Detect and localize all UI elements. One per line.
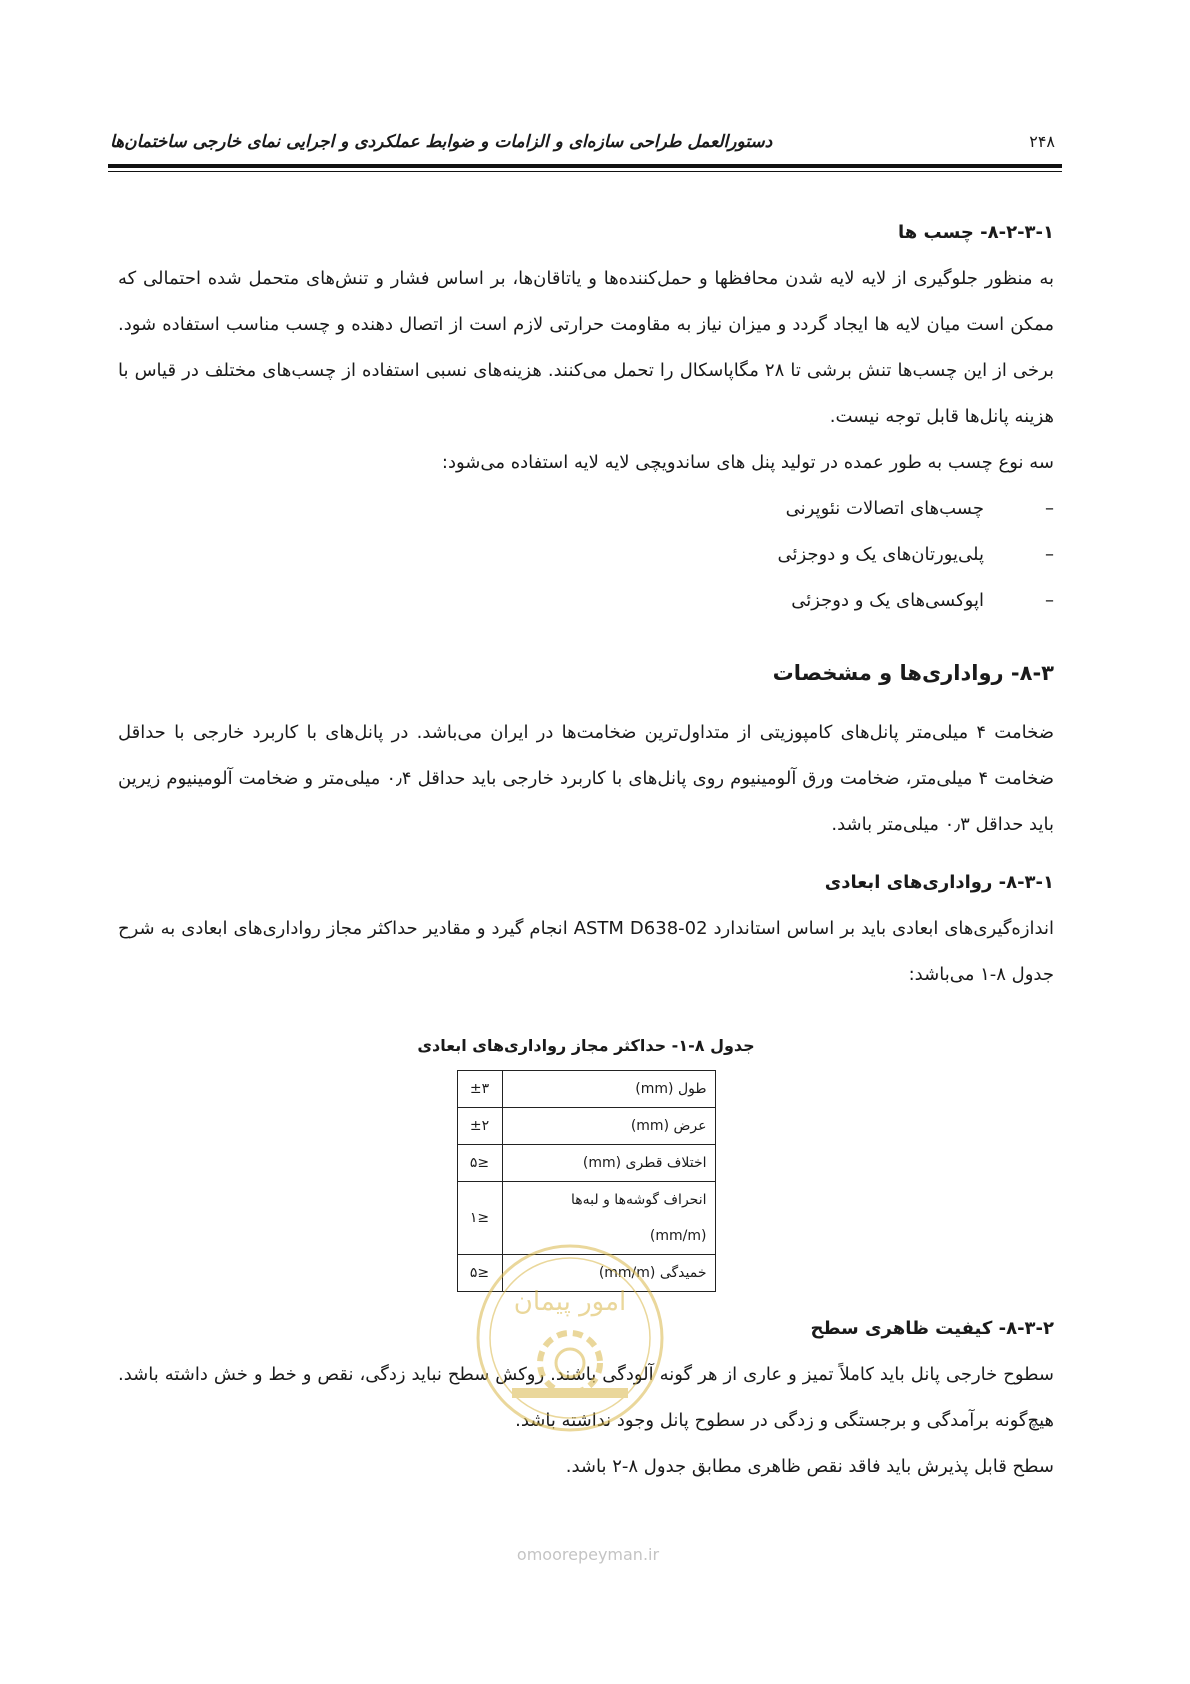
bullet-dash: – bbox=[1045, 544, 1054, 565]
list-item-text: چسب‌های اتصالات نئوپرنی bbox=[785, 498, 984, 519]
table-cell-name: اختلاف قطری (mm) bbox=[502, 1145, 715, 1182]
paragraph-dimensional: اندازه‌گیری‌های ابعادی باید بر اساس استاندارد ASTM D638-02 انجام گیرد و مقادیر حداکثر مجاز رواداری‌های ابعادی به شرح جدول ۸-۱ می‌باشد: bbox=[118, 918, 1055, 985]
table-cell-name: خمیدگی (mm/m) bbox=[502, 1255, 715, 1292]
watermark-logo-icon bbox=[470, 1238, 670, 1438]
header-rule-thin bbox=[108, 171, 1062, 172]
paragraph-adhesives-2: سه نوع چسب به طور عمده در تولید پنل های ساندویچی لایه لایه استفاده می‌شود: bbox=[441, 452, 1054, 473]
list-item-text: اپوکسی‌های یک و دوجزئی bbox=[791, 590, 984, 611]
page-number: ۲۴۸ bbox=[1029, 132, 1055, 151]
table-row bbox=[457, 1108, 715, 1145]
section-heading-dimensional: ۸-۳-۱- رواداری‌های ابعادی bbox=[824, 872, 1054, 893]
section-heading-surface: ۸-۳-۲- کیفیت ظاهری سطح bbox=[810, 1318, 1054, 1339]
section-heading-adhesives: ۸-۲-۳-۱- چسب ها bbox=[898, 222, 1054, 243]
paragraph-surface-1: سطوح خارجی پانل باید کاملاً تمیز و عاری از هر گونه آلودگی باشند. روکش سطح نباید زدگی، نقص و خط و خش داشته باشد. هیچ‌گونه برآمدگی و برجستگی و زدگی در سطوح پانل وجود نداشته باشد. bbox=[118, 1364, 1054, 1431]
section-heading-tolerances: ۸-۳- رواداری‌ها و مشخصات bbox=[772, 661, 1054, 685]
bullet-dash: – bbox=[1045, 590, 1054, 611]
table-cell-value: ±۳ bbox=[457, 1071, 502, 1108]
paragraph-surface-2: سطح قابل پذیرش باید فاقد نقص ظاهری مطابق جدول ۸-۲ باشد. bbox=[565, 1456, 1054, 1477]
table-cell-name: طول (mm) bbox=[502, 1071, 715, 1108]
paragraph-adhesives-1: به منظور جلوگیری از لایه لایه شدن محافظها و حمل‌کننده‌ها و یاتاقان‌ها، بر اساس فشار و تنش‌های متحمل شده احتمالی که ممکن است میان لایه ها ایجاد گردد و میزان نیاز به مقاومت حرارتی لازم است از اتصال دهنده و چسب مناسب استفاده شود. برخی از این چسب‌ها تنش برشی تا ۲۸ مگاپاسکال را تحمل می‌کنند. هزینه‌های نسبی استفاده از چسب‌های مختلف در قیاس با هزینه پانل‌ها قابل توجه نیست. bbox=[118, 268, 1054, 427]
running-header-title: دستورالعمل طراحی سازه‌ای و الزامات و ضوابط عملکردی و اجرایی نمای خارجی ساختمان‌ها bbox=[110, 132, 773, 152]
bullet-dash: – bbox=[1045, 498, 1054, 519]
table-caption: جدول ۸-۱- حداکثر مجاز رواداری‌های ابعادی bbox=[417, 1036, 755, 1055]
table-cell-value: ≤۵ bbox=[457, 1145, 502, 1182]
list-item bbox=[118, 486, 1054, 532]
table-cell-value: ≤۱ bbox=[457, 1182, 502, 1255]
table-cell-value: ±۲ bbox=[457, 1108, 502, 1145]
watermark-website: omoorepeyman.ir bbox=[516, 1545, 660, 1564]
list-item bbox=[118, 578, 1054, 624]
table-cell-name: انحراف گوشه‌ها و لبه‌ها (mm/m) bbox=[502, 1182, 715, 1255]
header-rule-thick bbox=[108, 164, 1062, 168]
table-cell-value: ≤۵ bbox=[457, 1255, 502, 1292]
list-item bbox=[118, 532, 1054, 578]
list-item-text: پلی‌یورتان‌های یک و دوجزئی bbox=[777, 544, 984, 565]
watermark-logo-text: امور پیمان bbox=[513, 1287, 627, 1317]
table-cell-name: عرض (mm) bbox=[502, 1108, 715, 1145]
table-row bbox=[457, 1071, 715, 1108]
paragraph-tolerances: ضخامت ۴ میلی‌متر پانل‌های کامپوزیتی از متداول‌ترین ضخامت‌ها در ایران می‌باشد. در پانل‌های با کاربرد خارجی با حداقل ضخامت ۴ میلی‌متر، ضخامت ورق آلومینیوم روی پانل‌های با کاربرد خارجی باید حداقل ۰٫۴ میلی‌متر و ضخامت آلومینیوم زیرین باید حداقل ۰٫۳ میلی‌متر باشد. bbox=[118, 722, 1054, 835]
adhesive-types-list bbox=[118, 486, 1054, 624]
table-row bbox=[457, 1145, 715, 1182]
